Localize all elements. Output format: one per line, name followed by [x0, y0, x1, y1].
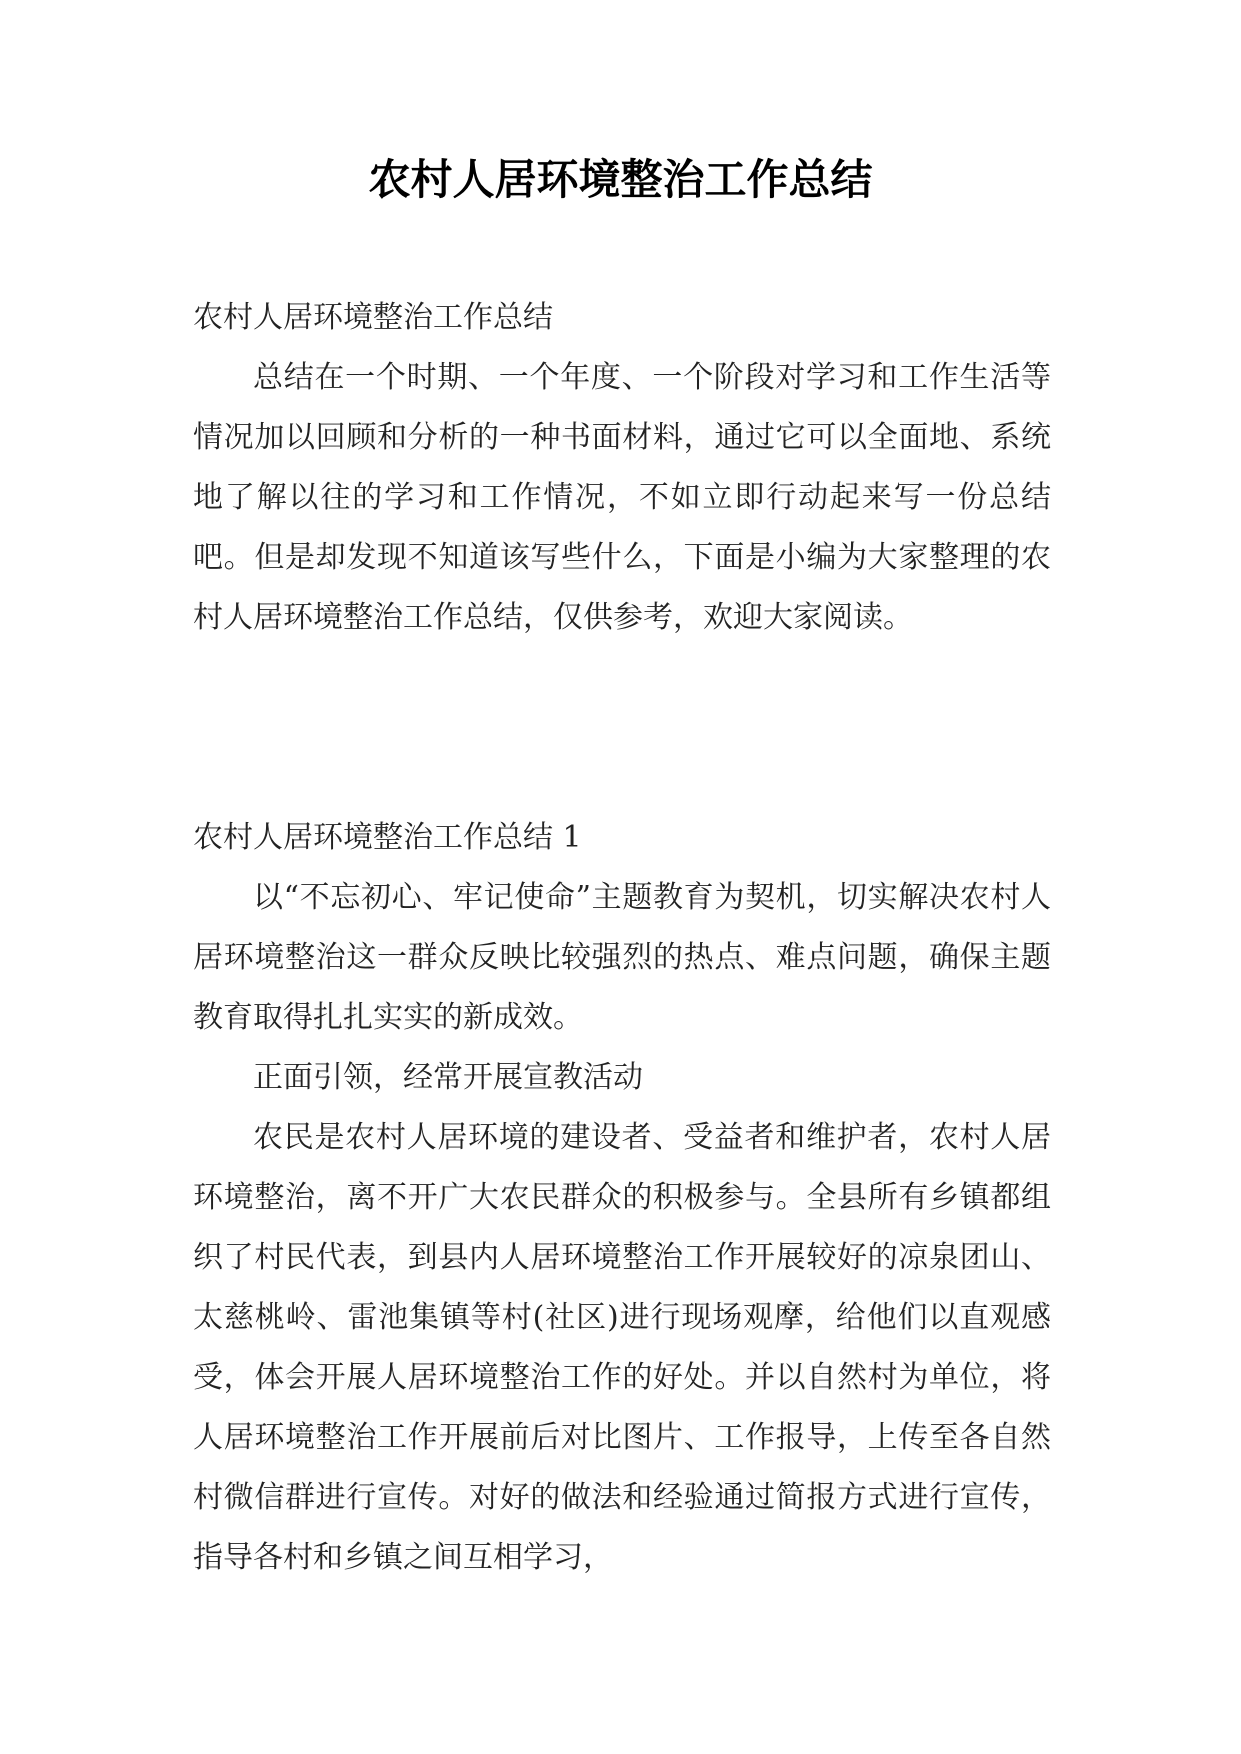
section-1-heading: 农村人居环境整治工作总结 1: [193, 820, 582, 855]
intro-section: [193, 288, 1051, 648]
section-1-paragraph-2: 农民是农村人居环境的建设者、受益者和维护者，农村人居环境整治，离不开广大农民群众的积极参与。全县所有乡镇都组织了村民代表，到县内人居环境整治工作开展较好的凉泉团山、太慈桃岭、雷池集镇等村(社区)进行现场观摩，给他们以直观感受，体会开展人居环境整治工作的好处。并以自然村为单位，将人居环境整治工作开展前后对比图片、工作报导，上传至各自然村微信群进行宣传。对好的做法和经验通过简报方式进行宣传，指导各村和乡镇之间互相学习，: [193, 1120, 1051, 1575]
section-1-subheading: 正面引领，经常开展宣教活动: [253, 1060, 643, 1095]
section-1-paragraph-1: 以“不忘初心、牢记使命”主题教育为契机，切实解决农村人居环境整治这一群众反映比较强烈的热点、难点问题，确保主题教育取得扎扎实实的新成效。: [193, 880, 1051, 1035]
section-1: [193, 808, 1051, 1588]
document-title: 农村人居环境整治工作总结: [368, 155, 873, 204]
intro-heading: 农村人居环境整治工作总结: [193, 300, 553, 335]
intro-paragraph: 总结在一个时期、一个年度、一个阶段对学习和工作生活等情况加以回顾和分析的一种书面材料，通过它可以全面地、系统地了解以往的学习和工作情况，不如立即行动起来写一份总结吧。但是却发现不知道该写些什么，下面是小编为大家整理的农村人居环境整治工作总结，仅供参考，欢迎大家阅读。: [193, 360, 1051, 635]
